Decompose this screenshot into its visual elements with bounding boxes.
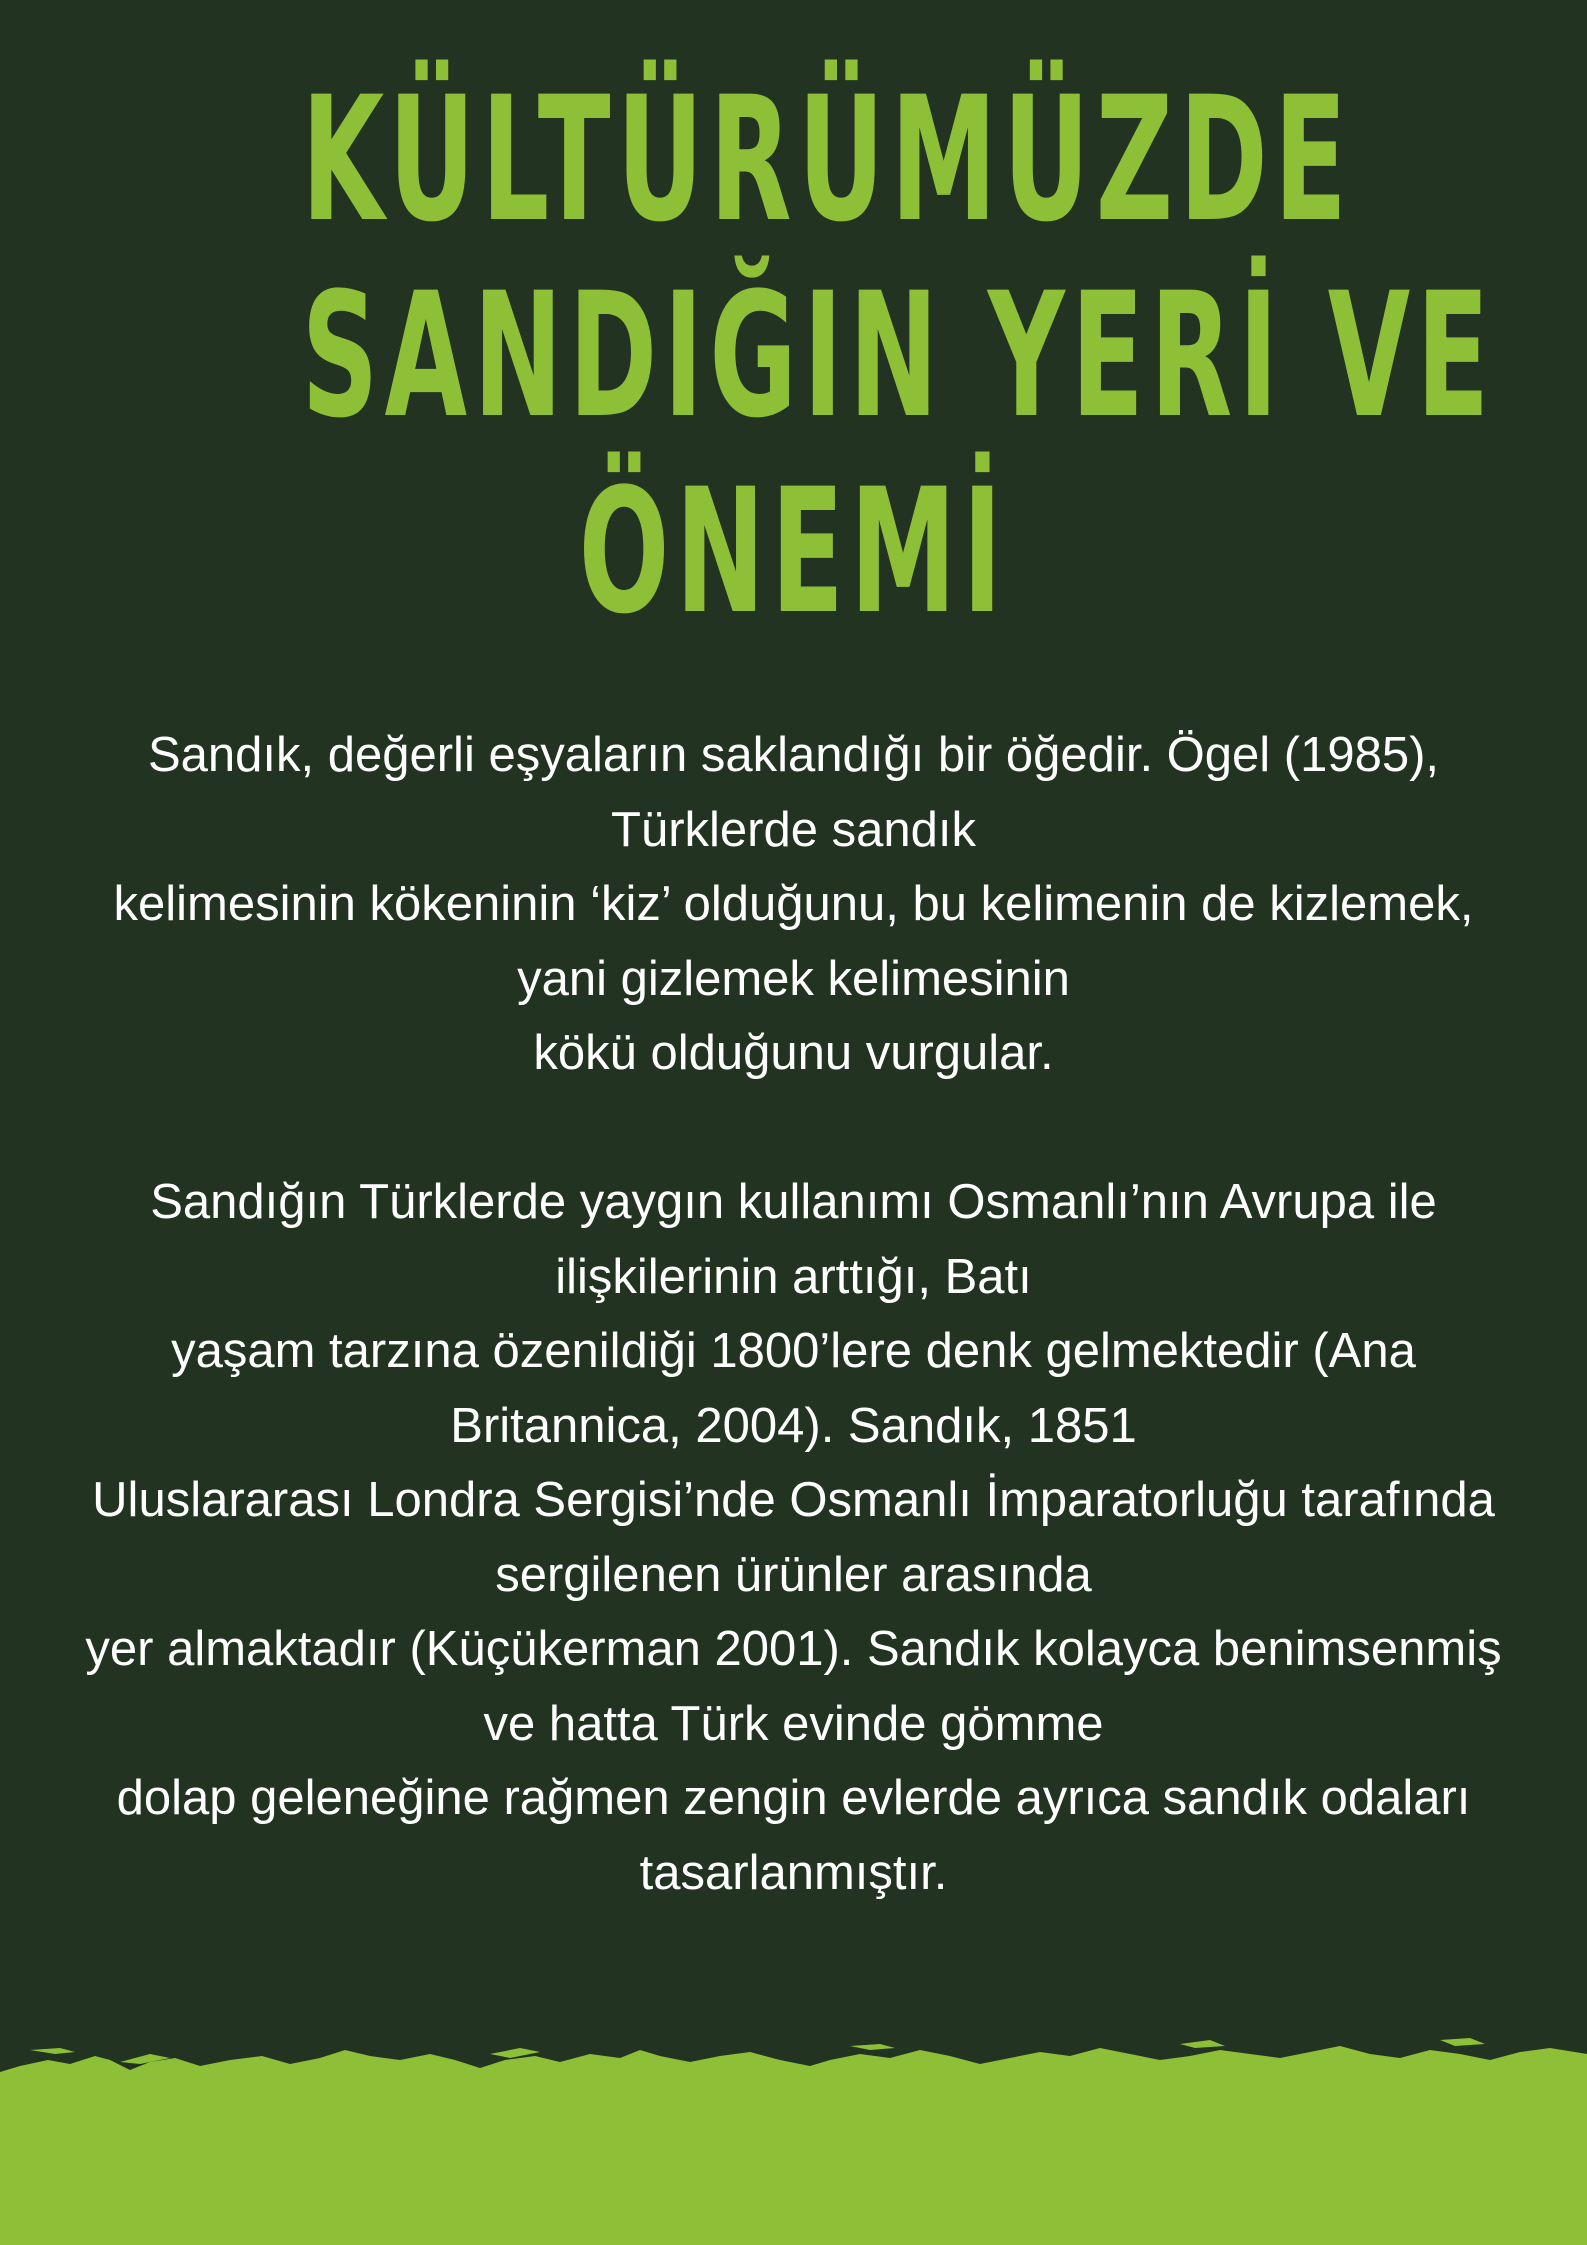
- paragraph-2-line: Sandığın Türklerde yaygın kullanımı Osmanlı’nın Avrupa ile: [150, 1175, 1437, 1229]
- grass-band-shape: [0, 2046, 1587, 2245]
- poster-title: [301, 59, 1496, 652]
- paragraph-2: [0, 1165, 1587, 1910]
- paragraph-1-line: yani gizlemek kelimesinin: [517, 951, 1070, 1006]
- paragraph-2-line: ve hatta Türk evinde gömme: [483, 1696, 1104, 1751]
- paragraph-2-line: Uluslararası Londra Sergisi’nde Osmanlı İmparatorluğu tarafında: [92, 1473, 1495, 1527]
- paragraph-2-line: ilişkilerinin arttığı, Batı: [555, 1249, 1032, 1304]
- paragraph-gap: [0, 1091, 1587, 1166]
- paragraph-1-line: Sandık, değerli eşyaların saklandığı bir öğedir. Ögel (1985),: [147, 728, 1440, 782]
- title-line-3: ÖNEMİ: [578, 451, 1009, 652]
- paragraph-1-line: kökü olduğunu vurgular.: [533, 1026, 1054, 1080]
- paragraph-2-line: Britannica, 2004). Sandık, 1851: [450, 1398, 1137, 1453]
- paragraph-2-line: yer almaktadır (Küçükerman 2001). Sandık kolayca benimsenmiş: [85, 1622, 1502, 1676]
- paragraph-1-line: kelimesinin kökeninin ‘kiz’ olduğunu, bu kelimenin de kizlemek,: [113, 877, 1474, 931]
- grass-footer-band: [0, 2020, 1587, 2245]
- title-line-1: KÜLTÜRÜMÜZDE: [301, 59, 1354, 260]
- paragraph-2-line: yaşam tarzına özenildiği 1800’lere denk gelmektedir (Ana: [171, 1324, 1416, 1378]
- title-line-2: SANDIĞIN YERİ VE: [301, 255, 1496, 456]
- paragraph-2-line: dolap geleneğine rağmen zengin evlerde ayrıca sandık odaları: [116, 1771, 1471, 1825]
- body-text: [0, 718, 1587, 1910]
- paragraph-2-line: tasarlanmıştır.: [639, 1845, 948, 1900]
- paragraph-1: [0, 718, 1587, 1091]
- paragraph-1-line: Türklerde sandık: [611, 802, 976, 857]
- paragraph-2-line: sergilenen ürünler arasında: [495, 1547, 1092, 1602]
